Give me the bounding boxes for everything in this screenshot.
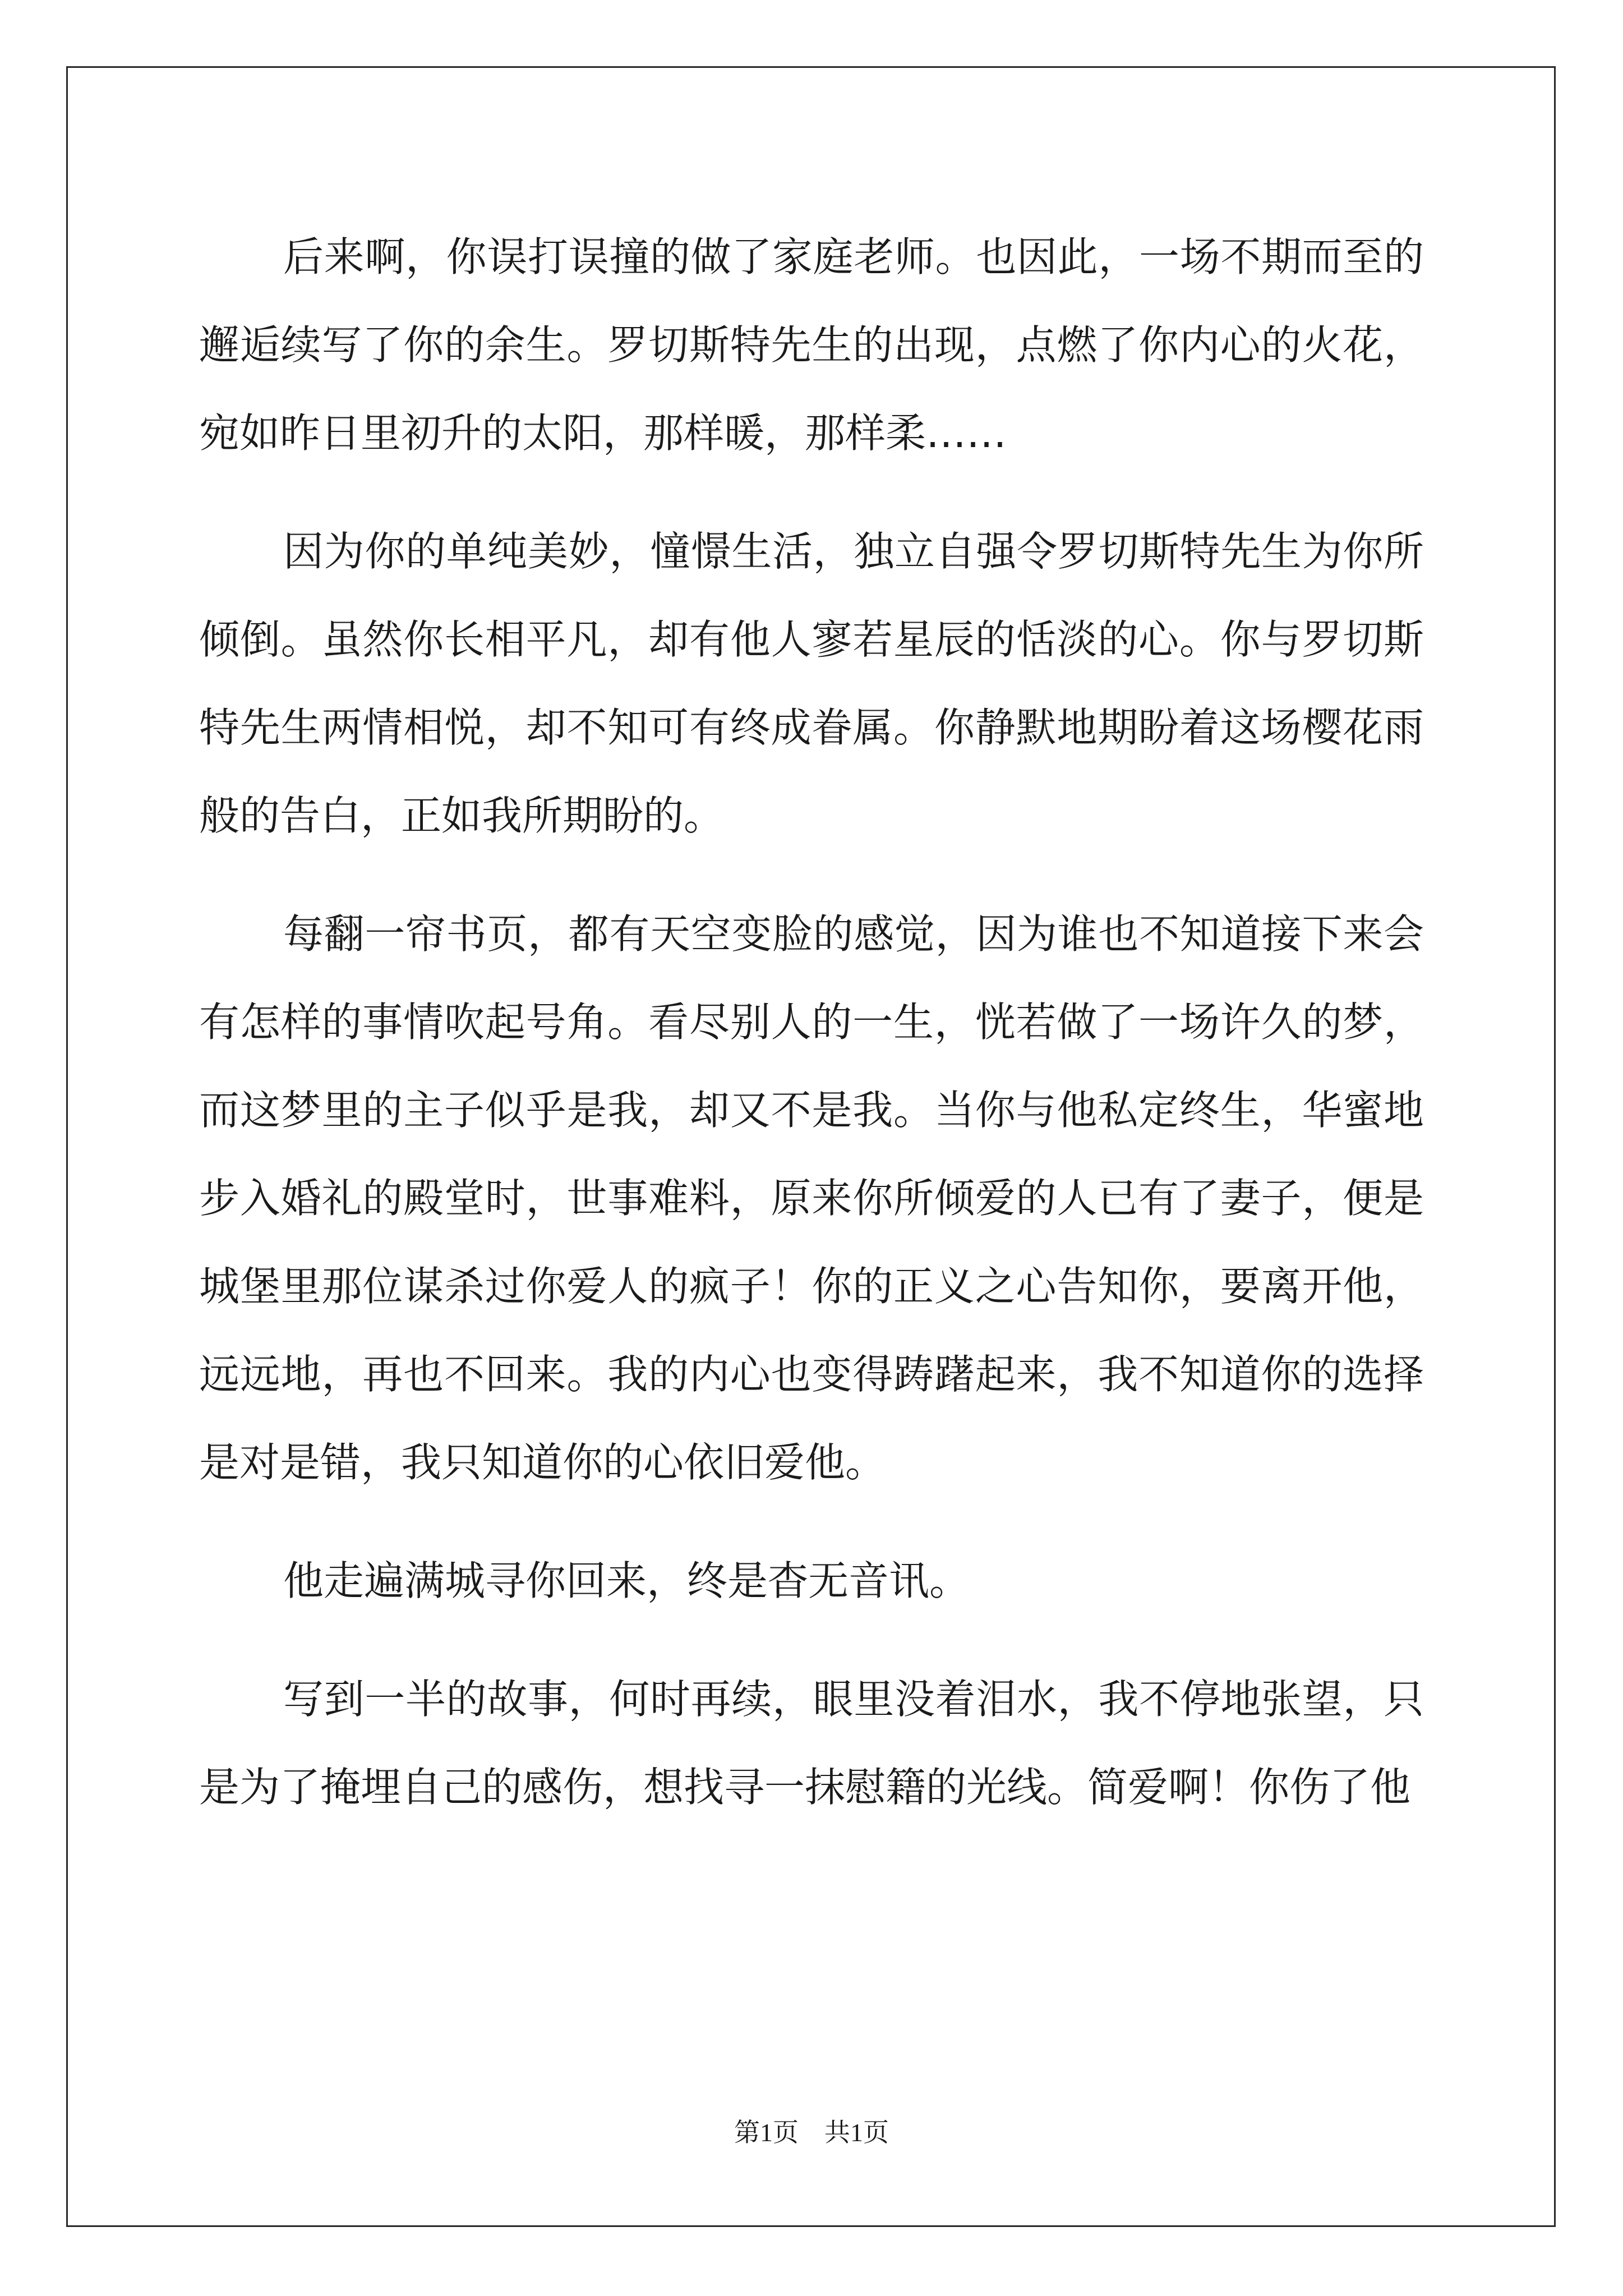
paragraph: 每翻一帘书页，都有天空变脸的感觉，因为谁也不知道接下来会有怎样的事情吹起号角。看尽别人的一生，恍若做了一场许久的梦，而这梦里的主子似乎是我，却又不是我。当你与他私定终生，华蜜地步入婚礼的殿堂时，世事难料，原来你所倾爱的人已有了妻子，便是城堡里那位谋杀过你爱人的疯子！你的正义之心告知你，要离开他，远远地，再也不回来。我的内心也变得踌躇起来，我不知道你的选择是对是错，我只知道你的心依旧爱他。 [199, 910, 1424, 1486]
paragraph: 他走遍满城寻你回来，终是杳无音讯。 [283, 1557, 970, 1604]
page-number-footer: 第1页 共1页 [734, 2118, 889, 2147]
paragraph: 因为你的单纯美妙，憧憬生活，独立自强令罗切斯特先生为你所倾倒。虽然你长相平凡，却有他人寥若星辰的恬淡的心。你与罗切斯特先生两情相悦，却不知可有终成眷属。你静默地期盼着这场樱花雨般的告白，正如我所期盼的。 [199, 528, 1424, 839]
document-body [199, 213, 1424, 1832]
paragraph: 后来啊，你误打误撞的做了家庭老师。也因此，一场不期而至的邂逅续写了你的余生。罗切斯特先生的出现，点燃了你内心的火花，宛如昨日里初升的太阳，那样暖，那样柔…… [199, 233, 1424, 457]
paragraph: 写到一半的故事，何时再续，眼里没着泪水，我不停地张望，只是为了掩埋自己的感伤，想找寻一抹慰籍的光线。简爱啊！你伤了他 [199, 1676, 1424, 1811]
